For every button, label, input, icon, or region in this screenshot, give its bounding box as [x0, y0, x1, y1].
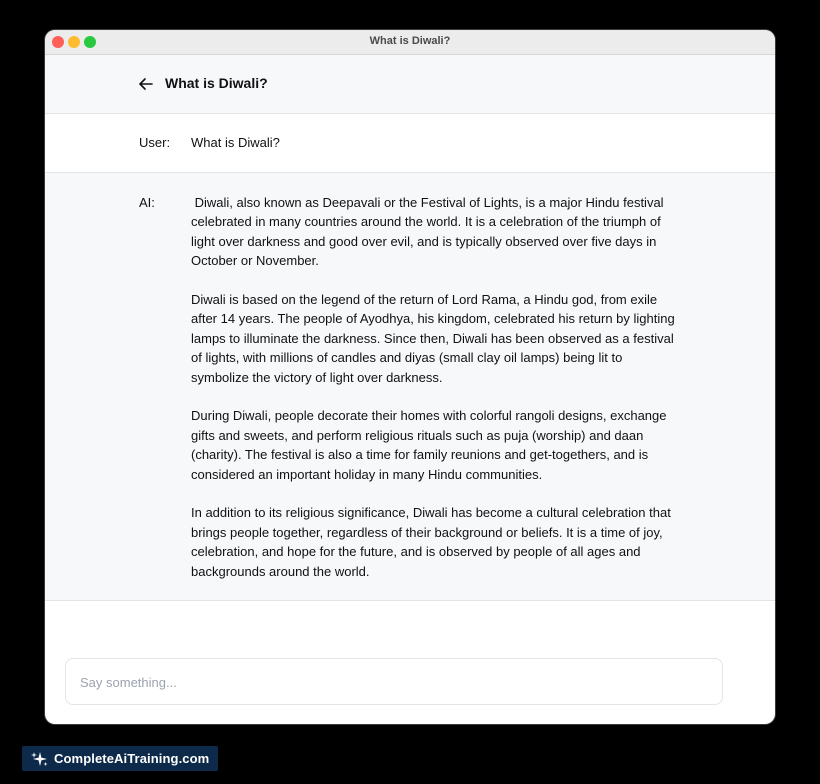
ai-paragraph: In addition to its religious significance, Diwali has become a cultural celebration that brings people together, regardless of their background or beliefs. It is a time of joy, celebration, and hope for the future, and is observed by people of all ages and backgrounds around the world. [191, 505, 675, 579]
watermark-text: CompleteAiTraining.com [54, 751, 210, 766]
back-button[interactable] [137, 75, 155, 93]
app-window [45, 30, 775, 724]
chat-header [45, 55, 775, 114]
ai-message-row [45, 173, 775, 601]
ai-paragraph: Diwali, also known as Deepavali or the Festival of Lights, is a major Hindu festival celebrated in many countries around the world. It is a celebration of the triumph of light over darkness and good over evil, and is typically observed over five days in October or November. [191, 195, 668, 269]
arrow-left-icon [139, 78, 153, 90]
composer [65, 658, 723, 705]
ai-message-text [191, 193, 683, 581]
user-role-label: User: [139, 135, 171, 151]
page-title: What is Diwali? [165, 75, 268, 91]
message-input[interactable] [78, 659, 712, 706]
ai-paragraph: Diwali is based on the legend of the return of Lord Rama, a Hindu god, from exile after 14 years. The people of Ayodhya, his kingdom, celebrated his return by lighting lamps to illuminate the darkness. Since then, Diwali has been observed as a festival of lights, with millions of candles and diyas (small clay oil lamps) being lit to symbolize the victory of light over darkness. [191, 292, 679, 385]
ai-role-label: AI: [139, 195, 155, 210]
ai-paragraph: During Diwali, people decorate their homes with colorful rangoli designs, exchange gifts and sweets, and perform religious rituals such as puja (worship) and daan (charity). The festival is also a time for family reunions and get-togethers, and is considered an important holiday in many Hindu communities. [191, 408, 671, 482]
user-message-row [45, 114, 775, 173]
user-message-text: What is Diwali? [191, 135, 280, 151]
title-bar [45, 30, 775, 55]
sparkle-logo-icon [31, 750, 49, 768]
window-title: What is Diwali? [369, 35, 451, 47]
watermark-badge [22, 746, 218, 771]
